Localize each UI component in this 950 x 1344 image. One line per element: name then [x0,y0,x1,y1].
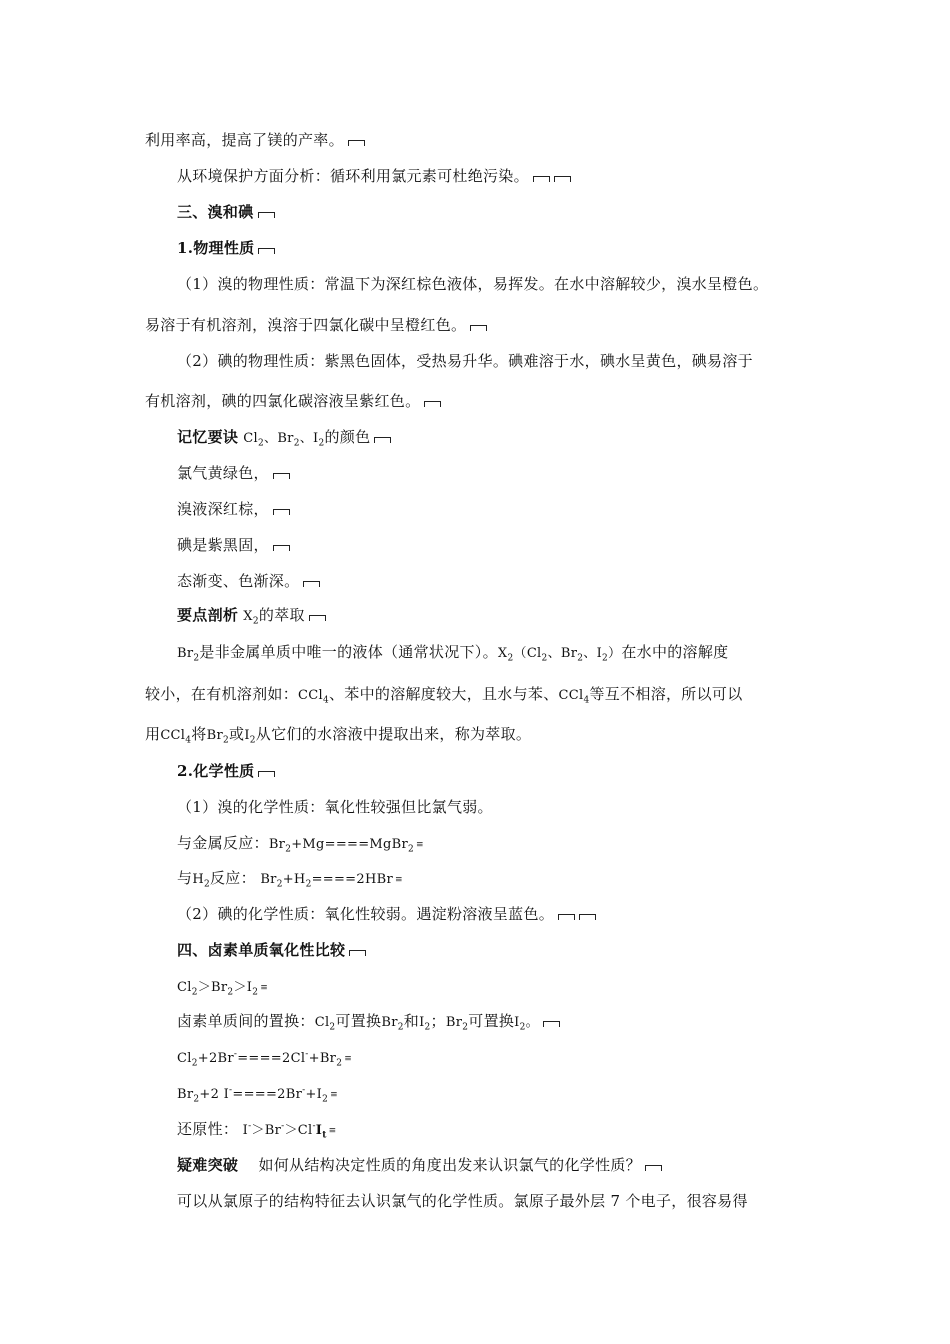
verse-line: 溴液深红棕， [177,499,290,519]
paragraph-mark-icon [424,401,441,407]
paragraph-mark-icon [543,1021,560,1027]
subsection-heading: 1.物理性质 [177,238,275,258]
section-heading: 三、溴和碘 [177,202,275,222]
section-heading: 四、卤素单质氧化性比较 [177,940,366,960]
key-point-line: 要点剖析 $X_2$的萃取 [177,605,326,627]
subsection-heading: 2.化学性质 [177,761,275,781]
verse-line: 态渐变、色渐深。 [177,571,320,591]
equation-mark-icon: ≡ [416,840,424,850]
text-line: 卤素单质间的置换：$Cl_2$可置换$Br_2$和$I_2$；$Br_2$可置换$I_2$。 [177,1011,560,1033]
equation-line: $Br_2+2$ $I^-====2Br^-+I_2$ ≡ [177,1085,338,1105]
verse-line: 碘是紫黑固， [177,535,290,555]
paragraph-mark-icon [579,914,596,920]
paragraph-mark-icon [533,176,550,182]
text-line: （1）溴的物理性质：常温下为深红棕色液体，易挥发。在水中溶解较少，溴水呈橙色。 [177,275,769,293]
equation-mark-icon: ≡ [330,1090,338,1100]
text-line: （2）碘的化学性质：氧化性较弱。遇淀粉溶液呈蓝色。 [177,904,596,924]
paragraph-mark-icon [258,212,275,218]
paragraph-mark-icon [273,473,290,479]
paragraph-mark-icon [258,771,275,777]
text-line: 用CCl$_4$将$Br_2$或$I_2$从它们的水溶液中提取出来，称为萃取。 [145,725,532,746]
paragraph-mark-icon [374,437,391,443]
text-line: （1）溴的化学性质：氧化性较强但比氯气弱。 [177,798,493,816]
paragraph-mark-icon [645,1165,662,1171]
equation-line: 与金属反应：$Br_2+Mg====MgBr_2$ ≡ [177,834,424,855]
text-line: 利用率高，提高了镁的产率。 [145,130,365,150]
equation-mark-icon: ≡ [344,1054,353,1064]
paragraph-mark-icon [303,581,320,587]
text-line: （2）碘的物理性质：紫黑色固体，受热易升华。碘难溶于水，碘水呈黄色，碘易溶于 [177,352,753,370]
text-line: 从环境保护方面分析：循环利用氯元素可杜绝污染。 [177,166,571,186]
text-line: 有机溶剂，碘的四氯化碳溶液呈紫红色。 [145,391,441,411]
difficulty-line: 疑难突破 如何从结构决定性质的角度出发来认识氯气的化学性质？ [177,1155,662,1175]
text-line: $Br_2$是非金属单质中唯一的液体（通常状况下）。$X_2(Cl_2$、$Br_2$、$I_2$）在水中的溶解度 [177,643,729,664]
equation-line: $Cl_2>Br_2>I_2$ ≡ [177,980,269,998]
paragraph-mark-icon [349,950,366,956]
verse-line: 氯气黄绿色， [177,463,290,483]
paragraph-mark-icon [309,615,326,621]
memory-tip-line: 记忆要诀 $Cl_2$、$Br_2$、$I_2$的颜色 [177,427,391,449]
text-line: 易溶于有机溶剂，溴溶于四氯化碳中呈橙红色。 [145,315,487,335]
text-line: 较小，在有机溶剂如：CCl$_4$、苯中的溶解度较大，且水与苯、CCl$_4$等互不相溶，所以可以 [145,685,743,706]
paragraph-mark-icon [470,325,487,331]
text-line: 还原性： $I^->Br^->Cl^-I_t$ ≡ [177,1120,337,1141]
paragraph-mark-icon [258,248,275,254]
difficulty-label: 疑难突破 [177,1156,239,1174]
paragraph-mark-icon [273,545,290,551]
paragraph-mark-icon [558,914,575,920]
paragraph-mark-icon [348,140,365,146]
equation-line: $Cl_2+2Br^-====2Cl^-+Br_2$ ≡ [177,1049,353,1069]
equation-mark-icon: ≡ [260,983,269,993]
equation-mark-icon: ≡ [328,1126,337,1136]
key-point-label: 要点剖析 [177,606,239,624]
equation-line: 与$H_2$反应： $Br_2+H_2====2HBr$ ≡ [177,869,403,890]
paragraph-mark-icon [273,509,290,515]
text-line: 可以从氯原子的结构特征去认识氯气的化学性质。氯原子最外层 7 个电子，很容易得 [177,1192,748,1210]
equation-mark-icon: ≡ [394,875,403,885]
paragraph-mark-icon [554,176,571,182]
memory-tip-label: 记忆要诀 [177,428,239,446]
